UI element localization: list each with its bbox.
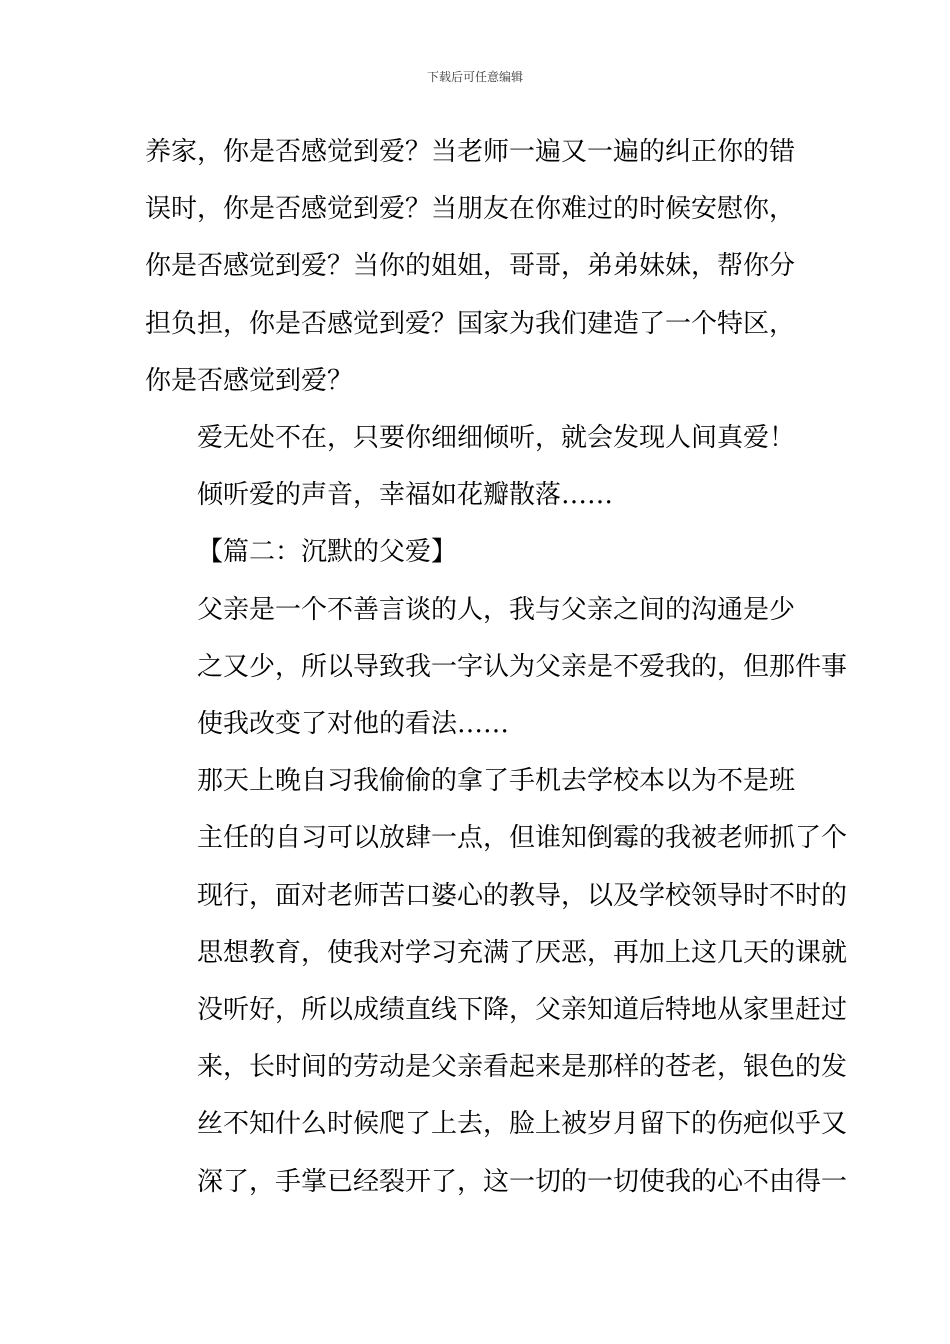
text-line: 没听好，所以成绩直线下降，父亲知道后特地从家里赶过	[197, 995, 848, 1026]
text-line: 【篇二：沉默的父爱】	[197, 537, 458, 568]
text-line: 现行，面对老师苦口婆心的教导，以及学校领导时不时的	[197, 880, 848, 911]
text-line: 担负担，你是否感觉到爱？国家为我们建造了一个特区，	[145, 308, 796, 339]
text-line: 主任的自习可以放肆一点，但谁知倒霉的我被老师抓了个	[197, 823, 848, 854]
text-line: 误时，你是否感觉到爱？当朋友在你难过的时候安慰你，	[145, 194, 796, 225]
paragraph	[145, 524, 805, 581]
paragraph	[145, 582, 848, 754]
text-line: 深了，手掌已经裂开了，这一切的一切使我的心不由得一	[197, 1166, 848, 1197]
text-line: 使我改变了对他的看法……	[197, 709, 510, 740]
page-header: 下载后可任意编辑	[426, 70, 523, 84]
paragraph	[145, 410, 805, 524]
text-line: 之又少，所以导致我一字认为父亲是不爱我的，但那件事	[197, 651, 848, 682]
text-line: 爱无处不在，只要你细细倾听，就会发现人间真爱！	[197, 423, 796, 454]
paragraph	[145, 753, 848, 1211]
text-line: 父亲是一个不善言谈的人，我与父亲之间的沟通是少	[197, 594, 796, 625]
text-line: 你是否感觉到爱？当你的姐姐，哥哥，弟弟妹妹，帮你分	[145, 251, 796, 282]
text-line: 来，长时间的劳动是父亲看起来是那样的苍老，银色的发	[197, 1052, 848, 1083]
text-line: 思想教育，使我对学习充满了厌恶，再加上这几天的课就	[197, 937, 848, 968]
text-line: 倾听爱的声音，幸福如花瓣散落……	[197, 480, 614, 511]
paragraph	[145, 124, 805, 410]
text-line: 那天上晚自习我偷偷的拿了手机去学校本以为不是班	[197, 766, 796, 797]
text-line: 养家，你是否感觉到爱？当老师一遍又一遍的纠正你的错	[145, 137, 796, 167]
text-line: 你是否感觉到爱？	[145, 365, 354, 396]
text-line: 丝不知什么时候爬了上去，脸上被岁月留下的伤疤似乎又	[197, 1109, 848, 1140]
document-body	[145, 124, 848, 1211]
